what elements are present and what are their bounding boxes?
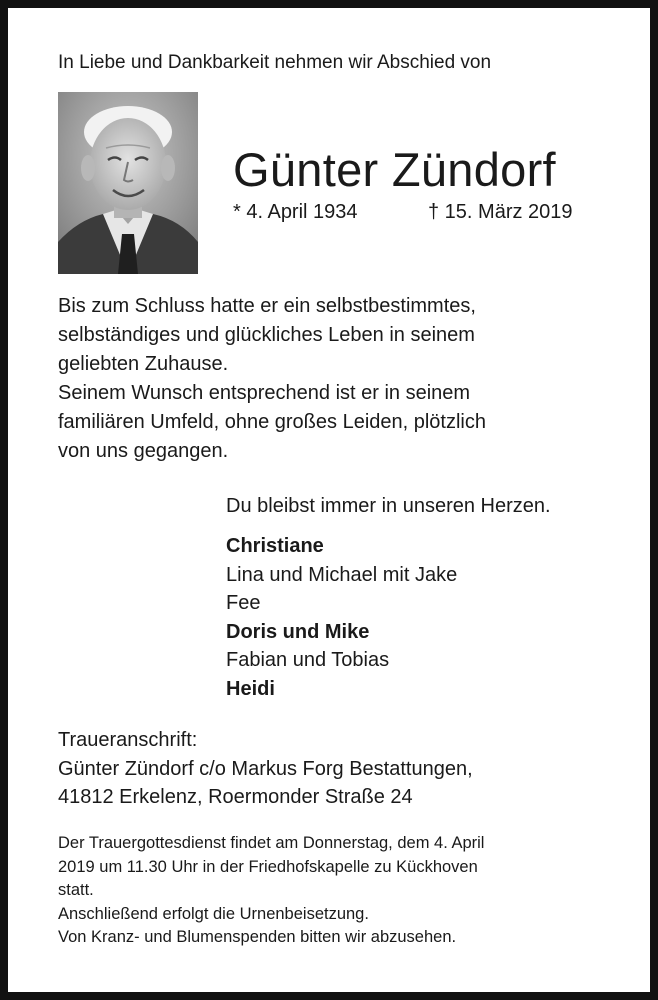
service-line: statt. (58, 881, 94, 899)
mourner-name: Fee (226, 592, 261, 615)
address-line: Traueranschrift: (58, 729, 198, 751)
birth-date: * 4. April 1934 (233, 201, 358, 223)
service-line: Der Trauergottesdienst findet am Donnerstag, dem 4. April (58, 834, 485, 852)
mourning-address (58, 726, 473, 812)
service-line: Von Kranz- und Blumenspenden bitten wir abzusehen. (58, 928, 457, 946)
portrait-photo (58, 92, 198, 274)
address-line: Günter Zündorf c/o Markus Forg Bestattungen, (58, 757, 473, 780)
tribute-text (58, 292, 486, 466)
mourner-name: Heidi (226, 677, 275, 700)
deceased-name: Günter Zündorf (233, 143, 556, 196)
mourner-name: Lina und Michael mit Jake (226, 563, 458, 586)
tribute-line: von uns gegangen. (58, 440, 229, 462)
death-date: † 15. März 2019 (428, 201, 573, 223)
mourner-name: Doris und Mike (226, 620, 370, 643)
tribute-line: familiären Umfeld, ohne großes Leiden, plötzlich (58, 411, 486, 433)
mourner-name: Fabian und Tobias (226, 649, 390, 672)
service-line: 2019 um 11.30 Uhr in der Friedhofskapelle zu Kückhoven (58, 857, 478, 876)
tribute-line: selbständiges und glückliches Leben in seinem (58, 324, 475, 346)
mourners-list (226, 532, 457, 704)
motto: Du bleibst immer in unseren Herzen. (226, 495, 551, 517)
service-info (58, 832, 484, 950)
service-line: Anschließend erfolgt die Urnenbeisetzung. (58, 904, 369, 923)
mourner-name: Christiane (226, 535, 324, 557)
tribute-line: Seinem Wunsch entsprechend ist er in seinem (58, 382, 471, 404)
tribute-line: geliebten Zuhause. (58, 353, 229, 375)
address-line: 41812 Erkelenz, Roermonder Straße 24 (58, 786, 413, 809)
tribute-line: Bis zum Schluss hatte er ein selbstbestimmtes, (58, 295, 476, 317)
intro-line: In Liebe und Dankbarkeit nehmen wir Abschied von (58, 52, 492, 73)
